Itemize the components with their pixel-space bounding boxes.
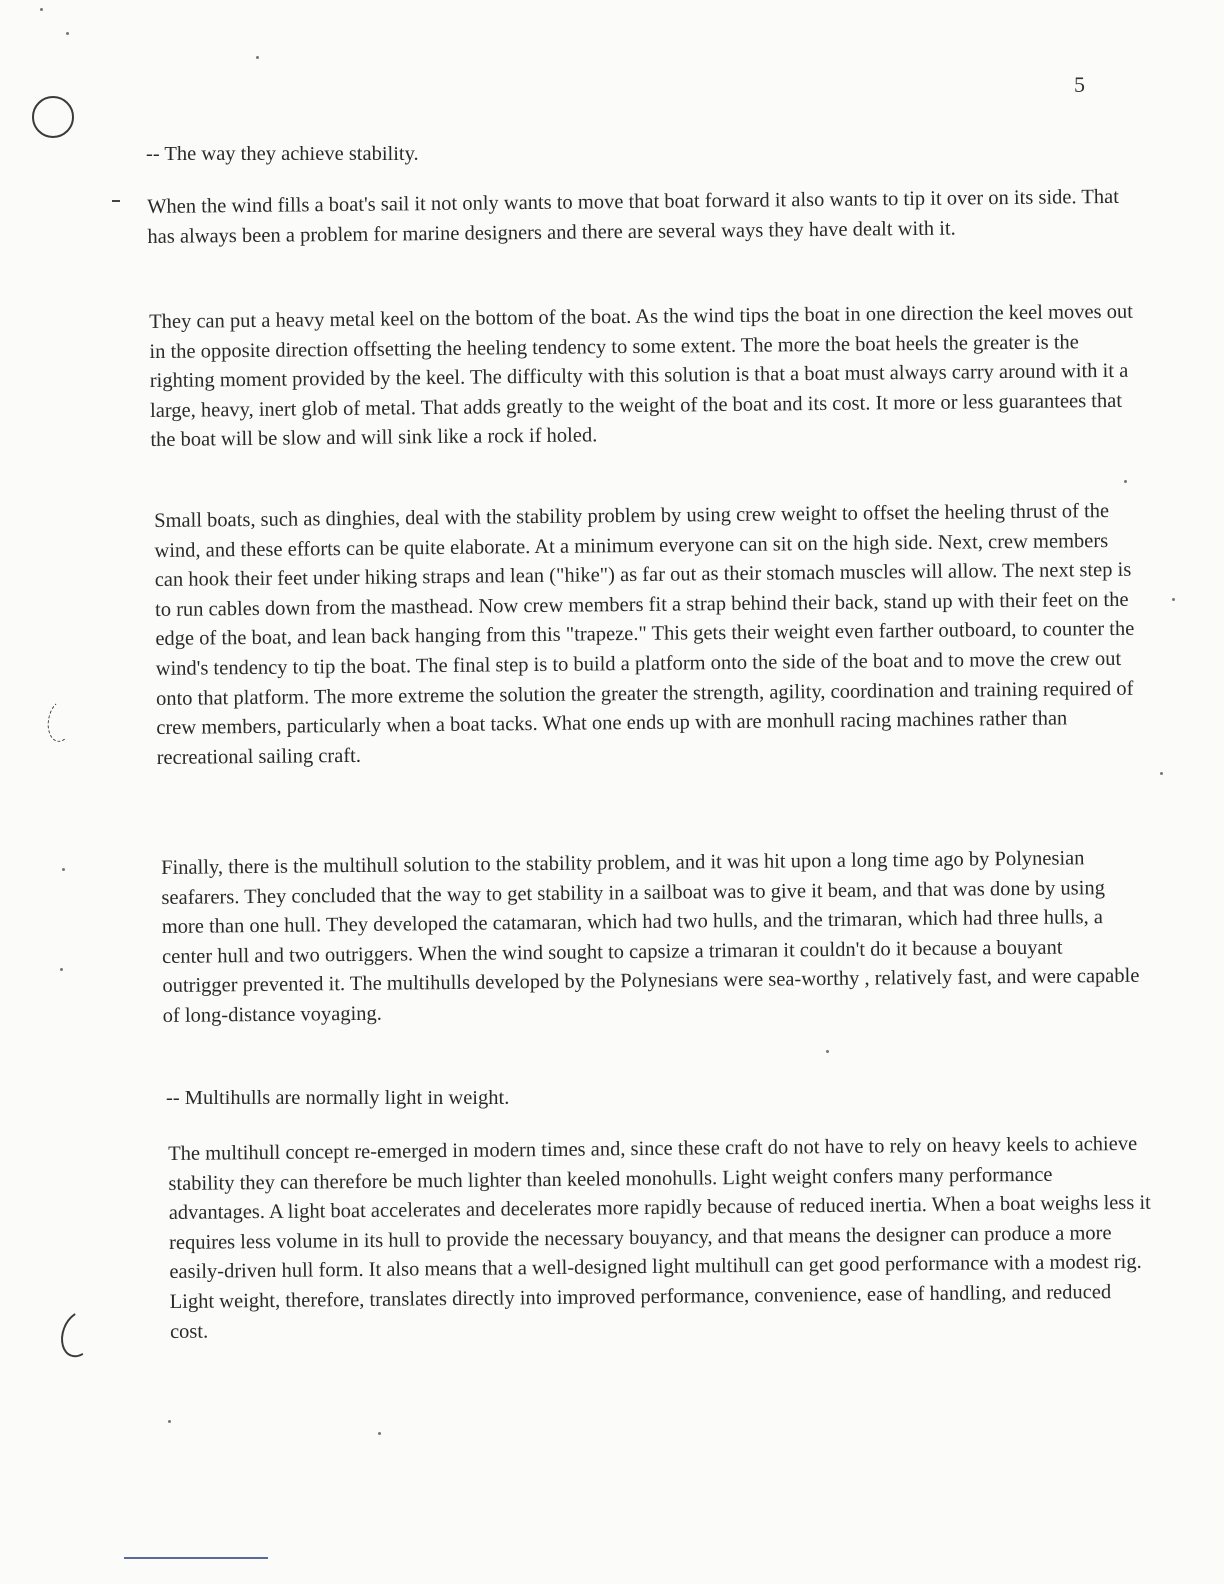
scan-speck	[66, 32, 69, 35]
punch-hole-icon	[32, 96, 74, 138]
page-number: 5	[1074, 72, 1085, 97]
punch-hole-icon	[45, 698, 78, 744]
heading-stability: -- The way they achieve stability.	[146, 143, 419, 165]
scan-speck	[1124, 480, 1127, 483]
bottom-rule	[124, 1557, 268, 1559]
scan-speck	[60, 968, 63, 971]
scan-speck	[168, 1420, 171, 1423]
scan-speck	[378, 1432, 381, 1435]
punch-hole-icon	[55, 1306, 103, 1363]
paragraph-small-boats: Small boats, such as dinghies, deal with the stability problem by using crew weight to offset the heeling thrust of the wind, and these efforts can be quite elaborate. At a minimum everyone can sit on the high side. Next, crew members can hook their feet under hiking straps and lean ("hike") as far out as their stomach muscles will allow. The next step is to run cables down from the masthead. Now crew members fit a strap behind their back, stand up with their feet on the edge of the boat, and lean back hanging from this "trapeze." This gets their weight even farther outboard, to counter the wind's tendency to tip the boat. The final step is to build a platform onto the side of the boat and to move the crew out onto that platform. The more extreme the solution the greater the strength, agility, coordination and training required of crew members, particularly when a boat tacks. What one ends up with are monhull racing machines rather than recreational sailing craft.	[154, 499, 1135, 769]
scan-speck	[256, 56, 259, 59]
paragraph-multihull: Finally, there is the multihull solution to the stability problem, and it was hit upon a long time ago by Polynesian seafarers. They concluded that the way to get stability in a sailboat was to give it beam, and that was done by using more than one hull. They developed the catamaran, which had two hulls, and the trimaran, which had three hulls, a center hull and two outriggers. When the wind sought to capsize a trimaran it couldn't do it because a bouyant outrigger prevented it. The multihulls developed by the Polynesians were sea-worthy , relatively fast, and were capable of long-distance voyaging.	[161, 847, 1140, 1027]
scan-speck	[826, 1050, 829, 1053]
scan-speck	[62, 868, 65, 871]
scan-speck	[40, 8, 43, 11]
paragraph-light-weight: The multihull concept re-emerged in modern times and, since these craft do not have to rely on heavy keels to achieve stability they can therefore be much lighter than keeled monohulls. Light weight confers many performance advantages. A light boat accelerates and decelerates more rapidly because of reduced inertia. When a boat weighs less it requires less volume in its hull to provide the necessary bouyancy, and that means the designer can produce a more easily-driven hull form. It also means that a well-designed light multihull can get good performance with a modest rig. Light weight, therefore, translates directly into improved performance, convenience, ease of handling, and reduced cost.	[168, 1132, 1151, 1343]
scan-speck	[1172, 598, 1175, 601]
paragraph-keel: They can put a heavy metal keel on the bottom of the boat. As the wind tips the boat in one direction the keel moves out in the opposite direction offsetting the heeling tendency to some extent. The more the boat heels the greater is the righting moment provided by the keel. The difficulty with this solution is that a boat must always carry around with it a large, heavy, inert glob of metal. That adds greatly to the weight of the boat and its cost. It more or less guarantees that the boat will be slow and will sink like a rock if holed.	[149, 300, 1133, 452]
margin-dash	[112, 200, 120, 202]
heading-light-weight: -- Multihulls are normally light in weight.	[166, 1087, 510, 1109]
paragraph-wind: When the wind fills a boat's sail it not only wants to move that boat forward it also wants to tip it over on its side. That has always been a problem for marine designers and there are several ways they have dealt with it.	[147, 185, 1120, 248]
scan-speck	[1160, 772, 1163, 775]
